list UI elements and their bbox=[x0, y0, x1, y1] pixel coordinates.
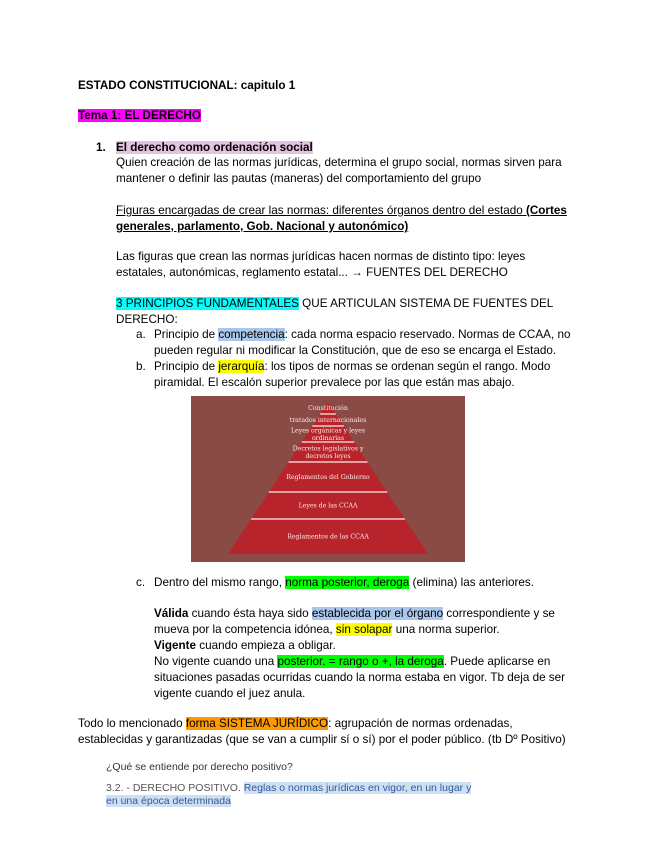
fuentes-line-2: estatales, autonómicas, reglamento estatal... → FUENTES DEL DERECHO bbox=[116, 266, 508, 279]
item-b-pre: Principio de bbox=[154, 360, 219, 373]
document-title: ESTADO CONSTITUCIONAL: capitulo 1 bbox=[78, 79, 296, 92]
tema-heading-text: Tema 1: EL DERECHO bbox=[78, 109, 201, 122]
valida-post: correspondiente y se bbox=[443, 607, 555, 620]
item-b-line-2: piramidal. El escalón superior prevalece por las que están mas abajo. bbox=[154, 376, 515, 389]
section-heading-text: El derecho como ordenación social bbox=[116, 141, 313, 154]
item-c-post: (elimina) las anteriores. bbox=[409, 576, 535, 589]
pyramid-level-label: Reglamentos de las CCAA bbox=[287, 533, 369, 541]
figuras-prefix: Figuras encargadas de crear las normas: diferentes órganos dentro del estado bbox=[116, 204, 523, 217]
item-c-pre: Dentro del mismo rango, bbox=[154, 576, 286, 589]
pyramid-level-label: Constitución bbox=[308, 405, 348, 413]
screenshot-question: ¿Qué se entiende por derecho positivo? bbox=[106, 761, 293, 773]
pyramid-svg bbox=[191, 396, 465, 562]
principios-line-1 bbox=[116, 296, 553, 312]
valida-line-1 bbox=[154, 606, 555, 622]
pyramid-level-label: Leyes orgánicas y leyes bbox=[290, 427, 366, 435]
item-a-pre: Principio de bbox=[154, 328, 219, 341]
figuras-line-1 bbox=[116, 203, 567, 219]
pyramid-level-label: decretos leyes bbox=[305, 452, 351, 460]
item-a-line-2: pueden regular ni modificar la Constitución, que de eso se encarga el Estado. bbox=[154, 344, 557, 357]
section-number: 1. bbox=[96, 141, 106, 154]
sistema-line-2: establecidas y garantizadas (que se van a cumplir sí o sí) por el poder público. (tb Dº Positivo) bbox=[78, 733, 566, 746]
sistema-pre: Todo lo mencionado bbox=[78, 717, 186, 730]
no-vigente-line-3: vigente cuando el juez anula. bbox=[154, 687, 306, 700]
pyramid-level-label: Leyes de las CCAA bbox=[298, 502, 358, 510]
no-vigente-post: . Puede aplicarse en bbox=[443, 655, 551, 668]
no-vigente-highlight: posterior. = rango o +, la deroga bbox=[277, 655, 444, 668]
no-vigente-line-1 bbox=[154, 654, 550, 670]
item-a-highlight: competencia bbox=[218, 328, 285, 341]
section-heading bbox=[116, 140, 313, 156]
pyramid-level-label: Decretos legislativos y bbox=[292, 445, 364, 453]
principios-line-2: DERECHO: bbox=[116, 313, 178, 326]
item-a-marker: a. bbox=[136, 328, 146, 341]
valida-line-2 bbox=[154, 622, 500, 638]
screenshot-answer-highlight: Reglas o normas jurídicas en vigor, en un lugar y en una época determinada bbox=[106, 782, 472, 807]
item-c-highlight: norma posterior, deroga bbox=[285, 576, 410, 589]
valida-line2-pre: mueva por la competencia idónea, bbox=[154, 623, 336, 636]
screenshot-answer bbox=[106, 782, 476, 808]
vigente-word: Vigente bbox=[154, 639, 197, 652]
section-para-line-2: mantener o definir las pautas (maneras) del comportamiento del grupo bbox=[116, 172, 482, 185]
figuras-line-2: generales, parlamento, Gob. Nacional y autonómico) bbox=[116, 220, 409, 233]
vigente-rest: cuando empieza a obligar. bbox=[196, 639, 336, 652]
section-para-line-1: Quien creación de las normas jurídicas, determina el grupo social, normas sirven para bbox=[116, 156, 562, 169]
valida-line2-post: una norma superior. bbox=[392, 623, 500, 636]
vigente-line bbox=[154, 638, 336, 654]
principios-highlight: 3 PRINCIPIOS FUNDAMENTALES bbox=[116, 297, 299, 310]
no-vigente-pre: No vigente cuando una bbox=[154, 655, 278, 668]
fuentes-line-1: Las figuras que crean las normas jurídicas hacen normas de distinto tipo: leyes bbox=[116, 250, 526, 263]
valida-highlight: establecida por el órgano bbox=[311, 607, 444, 620]
principios-rest: QUE ARTICULAN SISTEMA DE FUENTES DEL bbox=[298, 297, 554, 310]
item-c-line bbox=[154, 575, 534, 591]
pyramid-level-label: ordinarias bbox=[311, 434, 345, 442]
no-vigente-line-2: situaciones pasadas ocurridas cuando la norma estaba en vigor. Tb deja de ser bbox=[154, 671, 566, 684]
sistema-highlight: forma SISTEMA JURÍDICO bbox=[185, 717, 329, 730]
figuras-bold-1: (Cortes bbox=[525, 204, 567, 217]
pyramid-level-label: tratados internacionales bbox=[289, 417, 367, 425]
valida-line2-highlight: sin solapar bbox=[335, 623, 393, 636]
sistema-line-1 bbox=[78, 716, 513, 732]
item-a-line-1 bbox=[154, 327, 570, 343]
item-a-post: : cada norma espacio reservado. Normas de CCAA, no bbox=[284, 328, 571, 341]
tema-heading bbox=[78, 108, 201, 124]
item-b-post: : los tipos de normas se ordenan según el rango. Modo bbox=[264, 360, 551, 373]
item-b-highlight: jerarquía bbox=[218, 360, 265, 373]
embedded-screenshot bbox=[102, 757, 484, 817]
valida-pre: cuando ésta haya sido bbox=[188, 607, 312, 620]
pyramid-level-label: Reglamentos del Gobierno bbox=[286, 474, 370, 482]
screenshot-answer-pre: 3.2. - DERECHO POSITIVO. bbox=[106, 782, 244, 794]
sistema-post: : agrupación de normas ordenadas, bbox=[328, 717, 513, 730]
pyramid-image bbox=[191, 396, 465, 562]
item-c-marker: c. bbox=[136, 576, 146, 589]
item-b-line-1 bbox=[154, 359, 550, 375]
valida-word: Válida bbox=[154, 607, 189, 620]
item-b-marker: b. bbox=[136, 360, 146, 373]
